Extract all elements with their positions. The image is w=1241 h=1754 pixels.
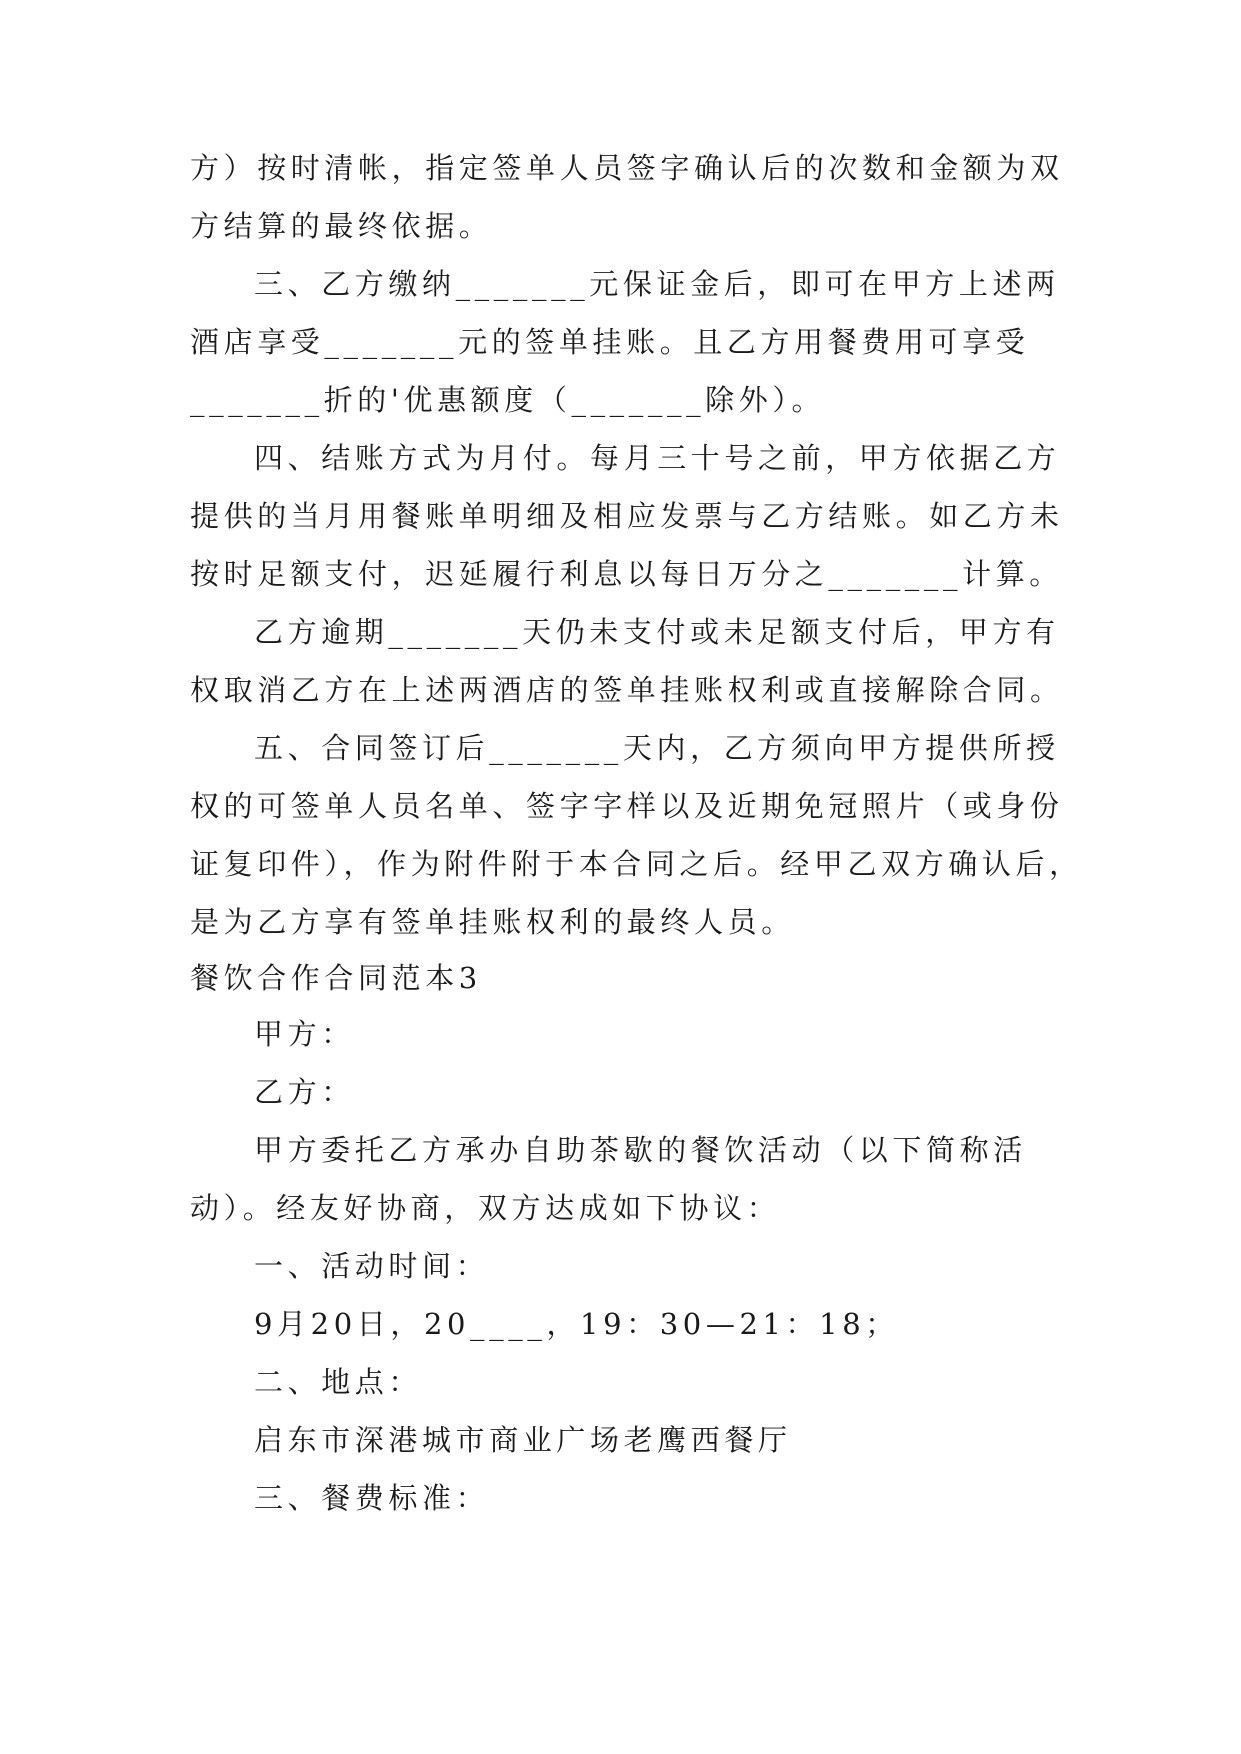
text-line: 方）按时清帐，指定签单人员签字确认后的次数和金额为双 [190, 151, 1064, 185]
clause-heading: 一、活动时间： [254, 1249, 490, 1283]
party-a-label: 甲方： [254, 1017, 355, 1051]
paragraph-line: 启东市深港城市商业广场老鹰西餐厅 [254, 1423, 792, 1457]
clause-heading: 三、餐费标准： [254, 1481, 490, 1515]
paragraph-line: 乙方逾期_______天仍未支付或未足额支付后，甲方有 [254, 615, 1060, 649]
text-line: 权的可签单人员名单、签字字样以及近期免冠照片（或身份 [190, 789, 1064, 823]
paragraph-line: 9月20日，20____，19：30—21：18； [254, 1307, 899, 1341]
paragraph-line: 五、合同签订后_______天内，乙方须向甲方提供所授 [254, 731, 1060, 765]
text-line: 动）。经友好协商，双方达成如下协议： [190, 1191, 781, 1225]
text-line: 按时足额支付，迟延履行利息以每日万分之_______计算。 [190, 557, 1063, 591]
section-heading: 餐饮合作合同范本3 [190, 961, 482, 995]
paragraph-line: 三、乙方缴纳_______元保证金后，即可在甲方上述两 [254, 267, 1060, 301]
text-line: _______折的'优惠额度（_______除外）。 [190, 383, 826, 417]
paragraph-line: 四、结账方式为月付。每月三十号之前，甲方依据乙方 [254, 441, 1061, 475]
paragraph-line: 甲方委托乙方承办自助茶歇的餐饮活动（以下简称活 [254, 1133, 1027, 1167]
text-line: 酒店享受_______元的签单挂账。且乙方用餐费用可享受 [190, 325, 1030, 359]
text-line: 提供的当月用餐账单明细及相应发票与乙方结账。如乙方未 [190, 499, 1064, 533]
clause-heading: 二、地点： [254, 1365, 423, 1399]
party-b-label: 乙方： [254, 1075, 355, 1109]
text-line: 是为乙方享有签单挂账权利的最终人员。 [190, 905, 795, 939]
text-line: 权取消乙方在上述两酒店的签单挂账权利或直接解除合同。 [190, 673, 1064, 707]
text-line: 证复印件），作为附件附于本合同之后。经甲乙双方确认后， [190, 847, 1083, 881]
text-line: 方结算的最终依据。 [190, 209, 493, 243]
